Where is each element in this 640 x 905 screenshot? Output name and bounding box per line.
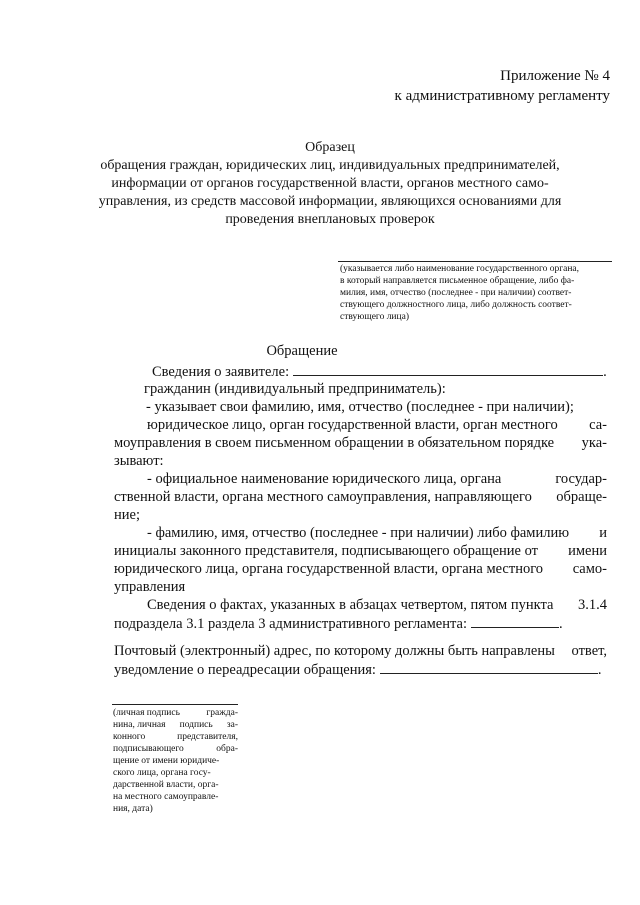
body-line [114,561,607,578]
text-part: са- [589,417,607,433]
text-part: - фамилию, имя, отчество (последнее - при наличии) либо фамилию [147,525,570,541]
appeal-heading: Обращение [266,343,338,359]
annex-reference: к административному регламенту [394,88,610,104]
body-line: ние; [114,507,140,523]
text-part: и [599,525,607,541]
body-line [147,417,607,434]
title-line: проведения внеплановых проверок [225,212,435,227]
text-part: (личная подпись [113,708,180,718]
applicant-info-line [152,363,607,381]
body-line [114,489,607,506]
body-line [147,471,607,488]
body-line [114,435,607,452]
text-part: государ- [555,471,607,487]
text-part: имени [568,543,607,559]
signature-note-line: на местного самоуправле- [113,792,219,802]
text-part: инициалы законного представителя, подписывающего обращение от [114,543,539,559]
postal-label: уведомление о переадресации обращения: [114,662,376,678]
body-line [147,525,607,542]
signature-note-line [113,719,238,731]
addressee-note: в который направляется письменное обращение, либо фа- [340,276,575,286]
addressee-note: ствующего должностного лица, либо должность соответ- [340,300,572,310]
text-part: за- [226,720,238,730]
text-part: само- [572,561,607,577]
facts-blank[interactable] [471,615,559,628]
addressee-line [338,261,612,262]
applicant-info-label: Сведения о заявителе: [152,364,290,380]
signature-note-line: дарственной власти, орга- [113,780,219,790]
title-line: управления, из средств массовой информации, являющихся основаниями для [98,194,562,209]
signature-note-line [113,731,238,743]
text-part: юридического лица, органа государственной власти, органа местного [114,561,544,577]
title-line: информации от органов государственной власти, органов местного само- [111,176,549,191]
signature-note-line: щение от имени юридиче- [113,756,220,766]
text-part: нина, личная [113,720,166,730]
facts-suffix: . [558,616,563,632]
postal-blank[interactable] [380,661,598,674]
postal-line [114,661,602,679]
body-line [114,543,607,560]
body-line: - указывает свои фамилию, имя, отчество (последнее - при наличии); [146,399,574,415]
signature-note-line [113,707,238,719]
text-part: подпись [179,720,213,730]
text-part: - официальное наименование юридического лица, органа [147,471,502,487]
text-part: представителя, [177,732,238,742]
postal-suffix: . [597,662,602,678]
title-line: обращения граждан, юридических лиц, индивидуальных предпринимателей, [100,158,560,173]
signature-note-line: ского лица, органа госу- [113,768,211,778]
facts-label: подраздела 3.1 раздела 3 административного регламента: [114,616,467,632]
addressee-note: милия, имя, отчество (последнее - при наличии) соответ- [340,288,572,298]
signature-line [112,704,238,705]
text-part: ственной власти, органа местного самоуправления, направляющего [114,489,532,505]
signature-note-line [113,743,238,755]
body-line [147,597,607,614]
applicant-suffix: . [603,364,607,380]
title-sample: Образец [305,140,355,155]
addressee-note: ствующего лица) [340,312,409,322]
facts-line [114,615,563,633]
text-part: гражда- [206,708,238,718]
signature-note-line: ния, дата) [113,804,153,814]
body-line: управления [114,579,186,595]
text-part: обраще- [556,489,607,505]
applicant-blank[interactable] [293,363,603,376]
text-part: Почтовый (электронный) адрес, по которому должны быть направлены [114,643,555,659]
addressee-note: (указывается либо наименование государственного органа, [340,264,580,274]
text-part: конного [113,732,146,742]
text-part: юридическое лицо, орган государственной власти, орган местного [147,417,558,433]
body-line: зывают: [114,453,164,469]
text-part: Сведения о фактах, указанных в абзацах четвертом, пятом пункта [147,597,554,613]
text-part: моуправления в своем письменном обращении в обязательном порядке [114,435,555,451]
postal-line [114,643,607,660]
text-part: подписывающего [113,744,184,754]
text-part: ука- [581,435,607,451]
annex-number: Приложение № 4 [500,68,610,84]
text-part: обра- [216,744,238,754]
text-part: 3.1.4 [578,597,607,613]
body-line: гражданин (индивидуальный предприниматель): [144,381,446,397]
text-part: ответ, [571,643,607,659]
